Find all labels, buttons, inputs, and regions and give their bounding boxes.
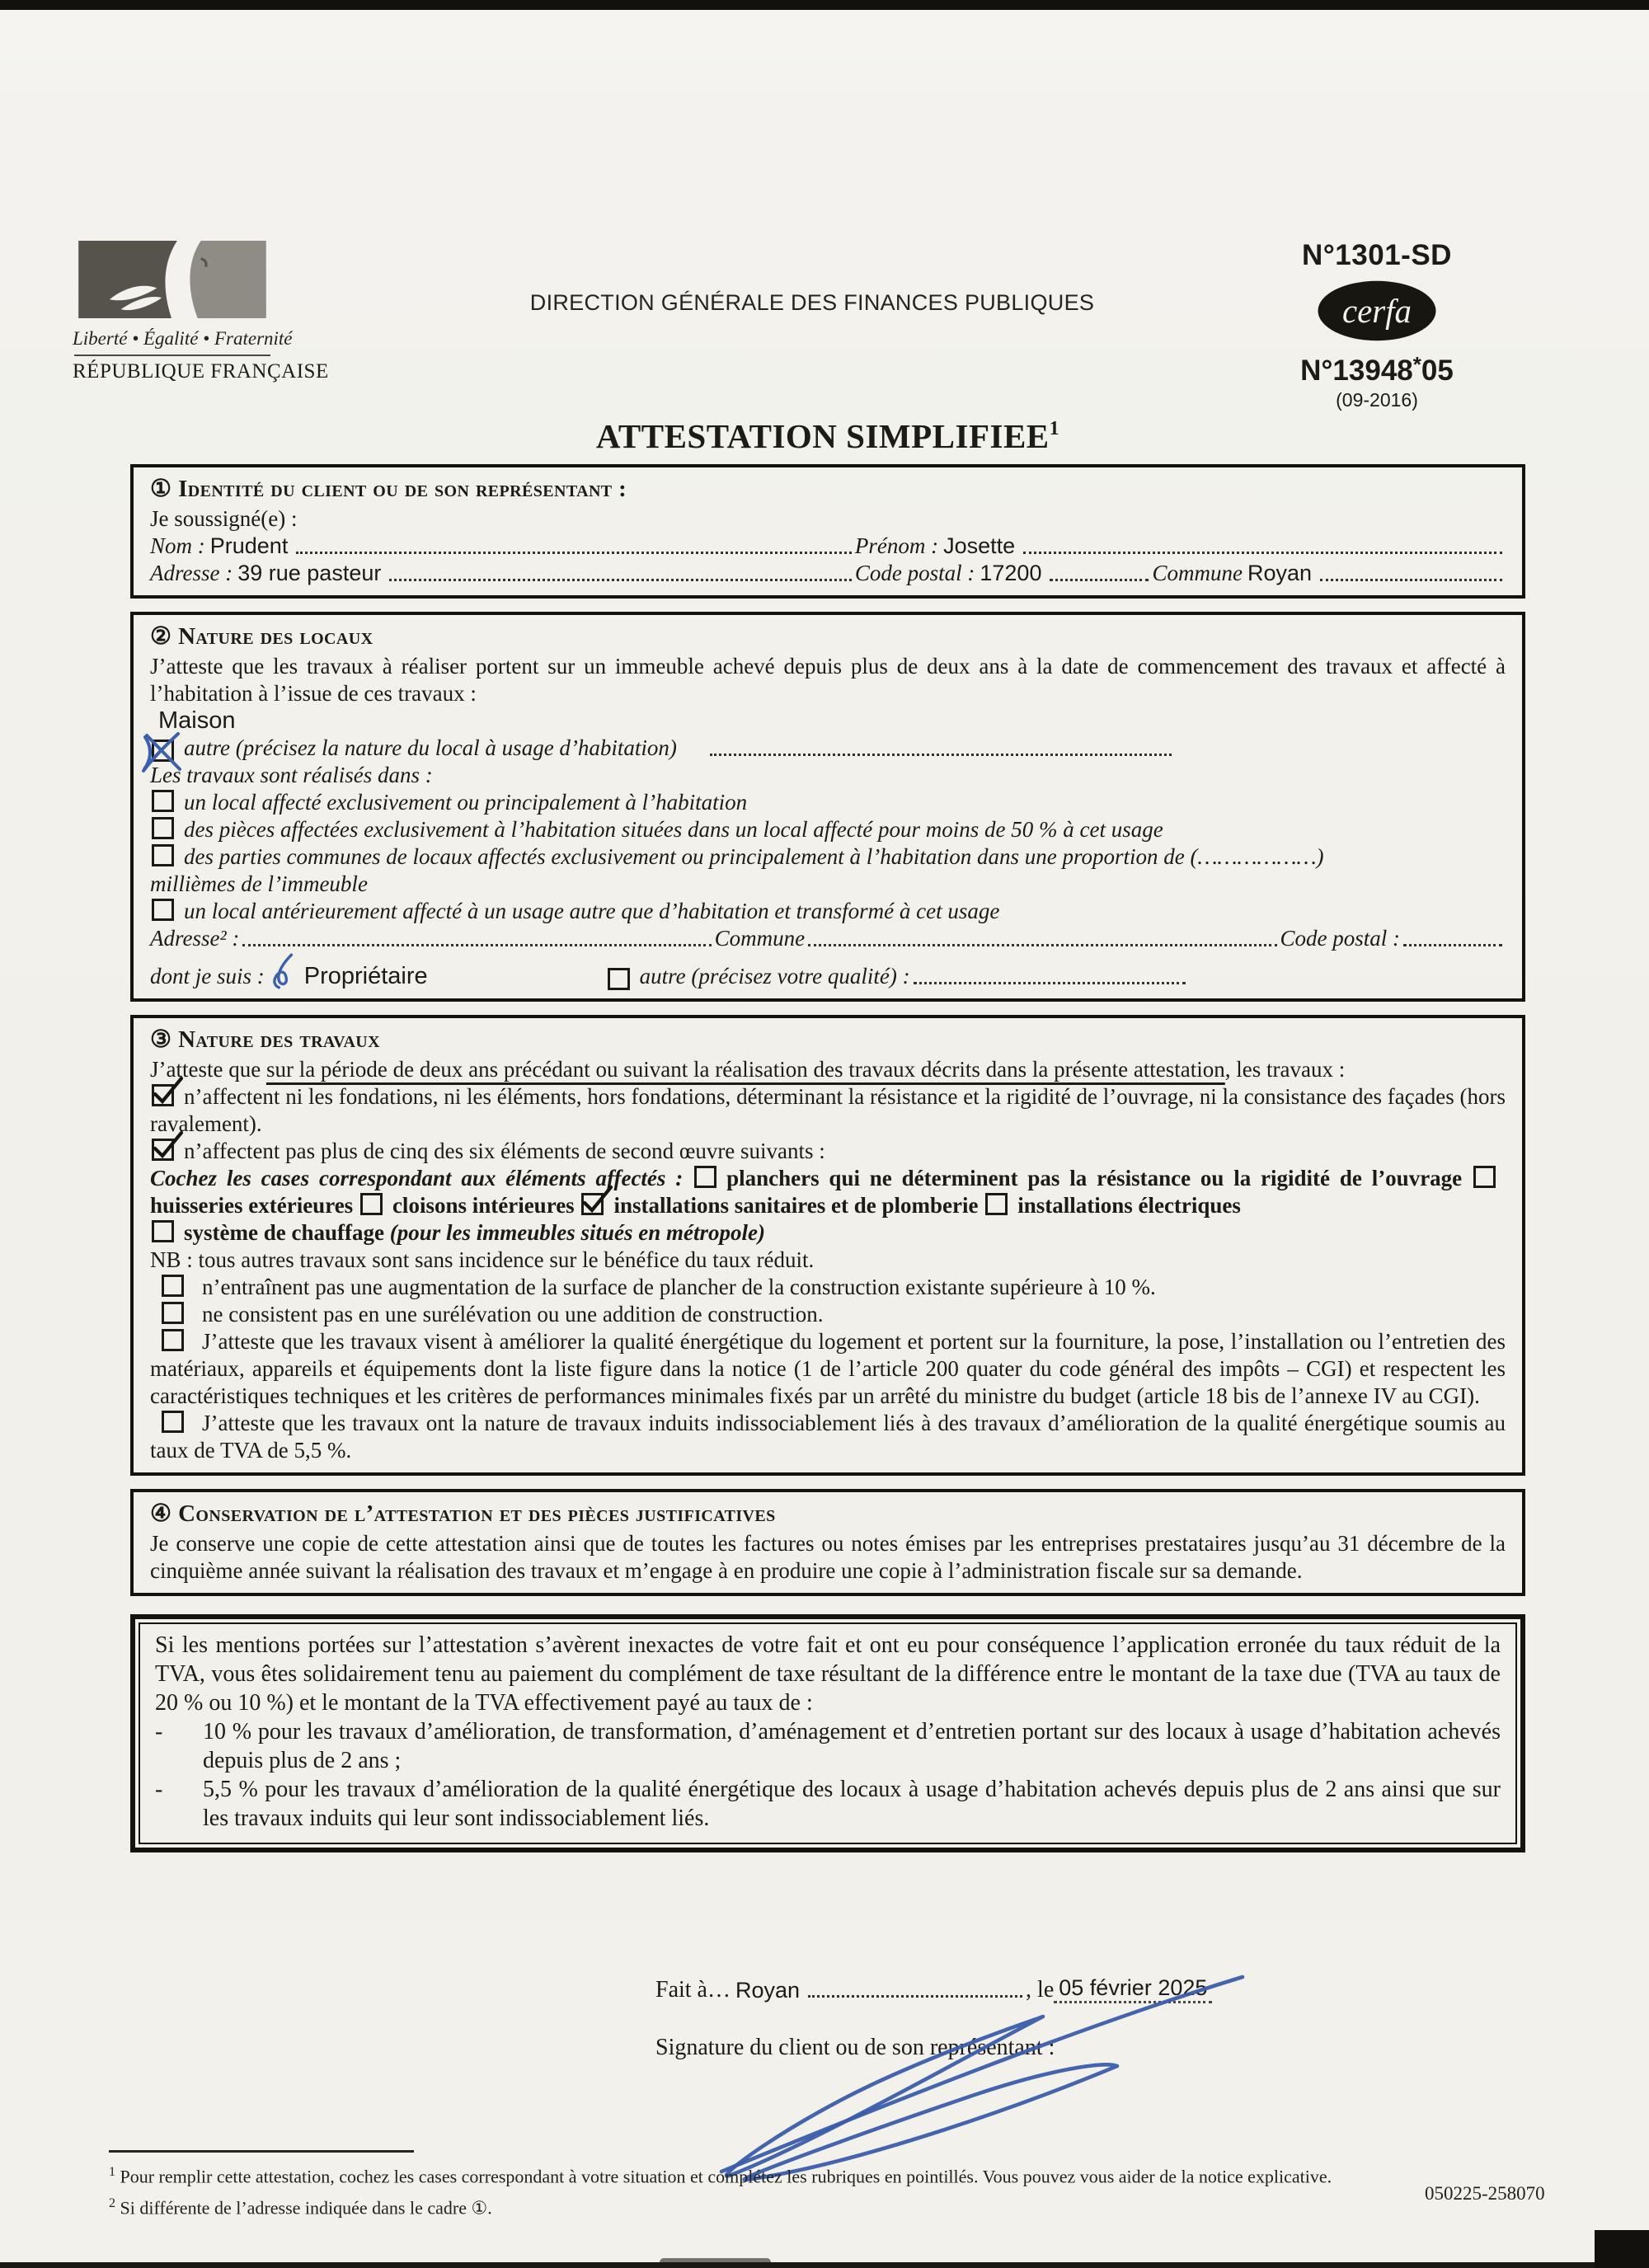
republique-francaise-logo xyxy=(73,241,329,383)
cerfa-number-suffix: 05 xyxy=(1421,355,1454,387)
section-nature-locaux xyxy=(130,612,1525,1002)
autre-local-dotted-line[interactable] xyxy=(710,754,1172,756)
local-transforme-label: un local antérieurement affecté à un usage autre que d’habitation et transformé à cet usage xyxy=(184,899,1000,923)
commune-label: Commune xyxy=(1152,561,1243,585)
adresse2-dotted-line[interactable] xyxy=(242,944,711,946)
adresse-label: Adresse : xyxy=(150,561,233,585)
warning-item-5-5pct: - 5,5 % pour les travaux d’amélioration de la qualité énergétique des locaux à usage d’habitation achevés depuis plus de 2 ans ainsi que sur les travaux induits qui leur sont indissociablement liés. xyxy=(155,1777,1501,1831)
warning-box xyxy=(130,1614,1525,1852)
checkbox-huisseries[interactable] xyxy=(1473,1166,1496,1188)
dash-marker: - xyxy=(155,1719,163,1744)
installations-sanitaires-label: installations sanitaires et de plomberie xyxy=(613,1193,979,1218)
logo-republic-label: RÉPUBLIQUE FRANÇAISE xyxy=(73,360,329,383)
checkbox-fondations[interactable] xyxy=(152,1084,174,1106)
huisseries-label: huisseries extérieures xyxy=(150,1193,354,1218)
code-postal-label: Code postal : xyxy=(854,561,975,585)
nom-field[interactable]: Prudent xyxy=(209,533,289,558)
footnote-1: $^1$ Pour remplir cette attestation, cochez les cases correspondant à votre situation et complétez les rubriques en pointillés. Vous pouvez vous aider de la notice explicative. xyxy=(109,2165,1332,2187)
section-locaux-heading: ② Nature des locaux xyxy=(150,623,373,650)
scan-edge-bottom xyxy=(0,2262,1649,2268)
travaux-check2: n’affectent pas plus de cinq des six éléments de second œuvre suivants : xyxy=(150,1138,1506,1165)
cloisons-label: cloisons intérieures xyxy=(392,1193,575,1218)
dash-marker: - xyxy=(155,1777,163,1802)
prenom-dotted-line[interactable] xyxy=(1023,552,1502,554)
nom-dotted-line[interactable] xyxy=(296,552,852,554)
checkbox-planchers[interactable] xyxy=(694,1166,716,1188)
autre-qualite-dotted-line[interactable] xyxy=(914,982,1186,984)
footnote-1-marker: 1 xyxy=(109,2165,115,2179)
marianne-logo-icon xyxy=(78,241,267,318)
svg-text:cerfa: cerfa xyxy=(1342,292,1412,330)
fait-place-field[interactable]: Royan xyxy=(735,1978,801,2003)
checkbox-cloisons[interactable] xyxy=(360,1193,383,1215)
section-identite xyxy=(130,464,1525,599)
form-body xyxy=(130,416,1525,1852)
checkbox-chauffage[interactable] xyxy=(152,1220,174,1242)
commune2-dotted-line[interactable] xyxy=(808,944,1276,946)
adresse2-label: Adresse² : xyxy=(150,926,240,951)
travaux-item4: J’atteste que les travaux ont la nature de travaux induits indissociablement liés à des travaux d’amélioration de la qualité énergétique soumis au taux de TVA de 5,5 %. xyxy=(150,1411,1506,1463)
conservation-body: Je conserve une copie de cette attestation ainsi que de toutes les factures ou notes émises par les entreprises prestataires jusqu’au 31 décembre de la cinquième année suivant la réalisation des travaux et m’engage à en produire une copie à l’administration fiscale sur sa demande. xyxy=(150,1531,1506,1583)
section-number: ④ xyxy=(150,1500,172,1527)
commune-dotted-line[interactable] xyxy=(1320,579,1502,581)
checkbox-travaux-induits[interactable] xyxy=(162,1411,184,1433)
elements-affectes-line xyxy=(150,1165,1506,1219)
maison-handwritten-value[interactable]: Maison xyxy=(158,707,236,734)
chauffage-line xyxy=(150,1219,1506,1247)
checkbox-autre-qualite[interactable] xyxy=(608,968,630,990)
travaux-realises-intro: Les travaux sont réalisés dans : xyxy=(150,763,433,787)
travaux-item2: ne consistent pas en une surélévation ou une addition de construction. xyxy=(150,1301,1506,1328)
page-title-footnote-ref: 1 xyxy=(1049,418,1060,439)
footnote-2: $^2$ Si différente de l’adresse indiquée dans le cadre ①. xyxy=(109,2196,492,2219)
commune2-label: Commune xyxy=(714,926,806,951)
cerfa-number-prefix: N°13948 xyxy=(1300,355,1413,387)
footnote-divider xyxy=(109,2150,414,2153)
checkbox-installations-sanitaires[interactable] xyxy=(581,1193,604,1215)
footnotes-block xyxy=(109,2150,1395,2219)
code-postal-dotted-line[interactable] xyxy=(1050,579,1149,581)
fait-a-label: Fait à… xyxy=(655,1977,731,2003)
logo-divider xyxy=(74,355,270,356)
warning-box-inner xyxy=(139,1622,1517,1844)
cerfa-number-star: * xyxy=(1412,352,1421,377)
proprietaire-value[interactable]: Propriétaire xyxy=(303,963,428,989)
warning-intro: Si les mentions portées sur l’attestation s’avèrent inexactes de votre fait et ont eu pour conséquence l’application erronée du taux réduit de la TVA, vous êtes solidairement tenu au paiement du complément de taxe résultant de la différence entre le montant de la taxe due (TVA au taux de 20 % ou 10 %) et le montant de la TVA effectivement payé au taux de : xyxy=(155,1632,1501,1716)
soussigne-label: Je soussigné(e) : xyxy=(150,506,298,531)
cochez-label: Cochez les cases correspondant aux éléments affectés : xyxy=(150,1166,684,1190)
dont-je-suis-label: dont je suis : xyxy=(150,964,265,988)
travaux-intro-underlined: sur la période de deux ans précédant ou suivant la réalisation des travaux décrits dans la présente attestation xyxy=(265,1057,1225,1082)
date-field[interactable]: 05 février 2025 xyxy=(1054,1975,1212,2003)
section-number: ② xyxy=(150,623,172,650)
scan-corner-bottom-right xyxy=(1595,2230,1649,2268)
local-exclusif-label: un local affecté exclusivement ou principalement à l’habitation xyxy=(184,790,748,815)
signature-label: Signature du client ou de son représentant : xyxy=(655,2035,1055,2060)
nom-label: Nom : xyxy=(150,533,205,558)
checkbox-surelevation[interactable] xyxy=(162,1302,184,1324)
section-number: ① xyxy=(150,476,172,502)
date-label: , le xyxy=(1026,1977,1055,2003)
chauffage-note: (pour les immeubles situés en métropole) xyxy=(389,1220,765,1245)
scan-edge-top xyxy=(0,0,1649,10)
installations-electriques-label: installations électriques xyxy=(1017,1193,1241,1218)
checkbox-surface-plancher[interactable] xyxy=(162,1275,184,1297)
section-conservation-heading: ④ Conservation de l’attestation et des pièces justificatives xyxy=(150,1500,776,1527)
checkbox-installations-electriques[interactable] xyxy=(985,1193,1008,1215)
chauffage-label: système de chauffage xyxy=(184,1220,384,1245)
section-number: ③ xyxy=(150,1026,172,1053)
checkbox-qualite-energetique[interactable] xyxy=(162,1329,184,1351)
section-identite-heading: ① Identité du client ou de son représentant : xyxy=(150,476,627,502)
blue-check-mark-icon xyxy=(270,952,298,990)
pieces-affectees-label: des pièces affectées exclusivement à l’habitation situées dans un local affecté pour moins de 50 % à cet usage xyxy=(184,817,1163,842)
checkbox-second-oeuvre[interactable] xyxy=(152,1139,174,1161)
section-nature-travaux xyxy=(130,1015,1525,1476)
checkbox-parties-communes[interactable] xyxy=(152,844,174,866)
commune-field[interactable]: Royan xyxy=(1247,561,1313,585)
autre-local-label: autre (précisez la nature du local à usage d’habitation) xyxy=(184,735,677,760)
cerfa-logo xyxy=(1314,279,1440,343)
form-number: N°1301-SD xyxy=(1302,239,1452,271)
planchers-label: planchers qui ne déterminent pas la résistance ou la rigidité de l’ouvrage xyxy=(726,1166,1463,1190)
code-postal2-dotted-line[interactable] xyxy=(1403,944,1502,946)
prenom-field[interactable]: Josette xyxy=(943,533,1016,558)
page-title-text: ATTESTATION SIMPLIFIEE xyxy=(595,417,1050,455)
travaux-item3: J’atteste que les travaux visent à améliorer la qualité énergétique du logement et portent sur la fourniture, la pose, l’installation ou l’entretien des matériaux, appareils et équipements dont la liste figure dans la notice (1 de l’article 200 quater du code général des impôts – CGI) et respectent les caractéristiques techniques et les critères de performances minimales fixés par un arrêté du ministre du budget (article 18 bis de l’annexe IV au CGI). xyxy=(150,1329,1506,1408)
logo-motto: Liberté • Égalité • Fraternité xyxy=(73,328,293,349)
warning-item-10pct: - 10 % pour les travaux d’amélioration, de transformation, d’aménagement et d’entretien portant sur des locaux à usage d’habitation achevés depuis plus de 2 ans ; xyxy=(155,1719,1501,1773)
code-postal2-label: Code postal : xyxy=(1280,926,1401,951)
cerfa-number xyxy=(1268,352,1486,387)
code-postal-field[interactable]: 17200 xyxy=(980,561,1042,585)
document-code: 050225-258070 xyxy=(1425,2183,1545,2204)
travaux-check1: n’affectent ni les fondations, ni les éléments, hors fondations, déterminant la résistance et la rigidité de l’ouvrage, ni la consistance des façades (hors ravalement). xyxy=(150,1083,1506,1138)
section-travaux-heading: ③ Nature des travaux xyxy=(150,1026,380,1053)
adresse-field[interactable]: 39 rue pasteur xyxy=(237,561,382,585)
parties-communes-label: des parties communes de locaux affectés exclusivement ou principalement à l’habitation dans une proportion de (………………) xyxy=(184,844,1324,869)
adresse-dotted-line[interactable] xyxy=(389,579,852,581)
travaux-item1: n’entraînent pas une augmentation de la surface de plancher de la construction existante supérieure à 10 %. xyxy=(150,1274,1506,1301)
checkbox-local-transforme[interactable] xyxy=(152,899,174,921)
nb-note: NB : tous autres travaux sont sans incidence sur le bénéfice du taux réduit. xyxy=(150,1247,815,1272)
checkbox-pieces-affectees[interactable] xyxy=(152,817,174,839)
form-id-block xyxy=(1268,239,1486,411)
footnote-2-marker: 2 xyxy=(109,2196,115,2211)
section-conservation xyxy=(130,1489,1525,1596)
page-title xyxy=(130,416,1525,456)
administration-title: DIRECTION GÉNÉRALE DES FINANCES PUBLIQUES xyxy=(529,290,1095,315)
checkbox-local-exclusif[interactable] xyxy=(152,790,174,812)
travaux-intro: J’atteste que sur la période de deux ans précédant ou suivant la réalisation des travaux décrits dans la présente attestation, les travaux : xyxy=(150,1057,1346,1082)
prenom-label: Prénom : xyxy=(854,533,939,558)
locaux-intro: J’atteste que les travaux à réaliser portent sur un immeuble achevé depuis plus de deux ans à la date de commencement des travaux et affecté à l’habitation à l’issue de ces travaux : xyxy=(150,654,1506,706)
milliemes-label: millièmes de l’immeuble xyxy=(150,871,368,896)
checkbox-autre-local[interactable] xyxy=(152,740,174,762)
autre-qualite-label: autre (précisez votre qualité) : xyxy=(639,964,910,988)
form-version: (09-2016) xyxy=(1336,389,1418,411)
